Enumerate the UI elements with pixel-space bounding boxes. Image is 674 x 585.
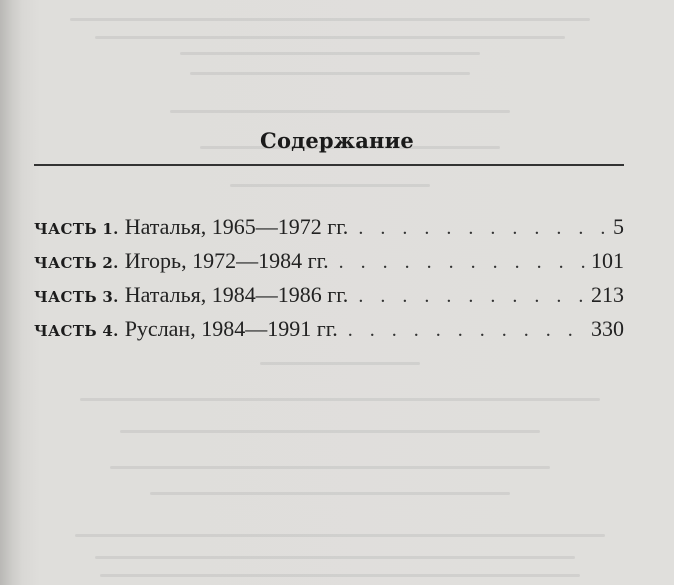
toc-entry-title: Руслан, 1984—1991 гг. [124,316,338,341]
bleed-through-line [230,184,430,187]
bleed-through-line [120,430,540,433]
toc-entry-label: ЧАСТЬ 4. [34,322,119,340]
toc-entry-page: 101 [591,248,624,273]
toc-entry-page: 330 [591,316,624,341]
bleed-through-line [180,52,480,55]
toc-entry[interactable] [34,316,624,350]
bleed-through-line [170,110,510,113]
bleed-through-line [80,398,600,401]
toc-entry[interactable] [34,282,624,316]
bleed-through-line [95,36,565,39]
table-of-contents [34,214,624,350]
toc-entry-page: 5 [613,214,624,239]
toc-entry[interactable] [34,248,624,282]
toc-entry-title: Наталья, 1965—1972 гг. [124,214,349,239]
toc-entry-title: Игорь, 1972—1984 гг. [124,248,329,273]
contents-heading: Содержание [260,128,414,153]
bleed-through-line [100,574,580,577]
toc-entry-label: ЧАСТЬ 2. [34,254,119,272]
toc-entry[interactable] [34,214,624,248]
toc-leader-dots [339,251,585,274]
bleed-through-line [110,466,550,469]
toc-leader-dots [358,217,607,240]
bleed-through-line [95,556,575,559]
toc-leader-dots [348,319,585,342]
bleed-through-line [75,534,605,537]
toc-entry-label: ЧАСТЬ 1. [34,220,119,238]
toc-entry-page: 213 [591,282,624,307]
bleed-through-line [190,72,470,75]
heading-rule [34,164,624,166]
toc-entry-label: ЧАСТЬ 3. [34,288,119,306]
bleed-through-line [70,18,590,21]
toc-entry-title: Наталья, 1984—1986 гг. [124,282,349,307]
page-fold-shadow [0,0,22,585]
bleed-through-line [260,362,420,365]
bleed-through-line [150,492,510,495]
toc-leader-dots [358,285,585,308]
